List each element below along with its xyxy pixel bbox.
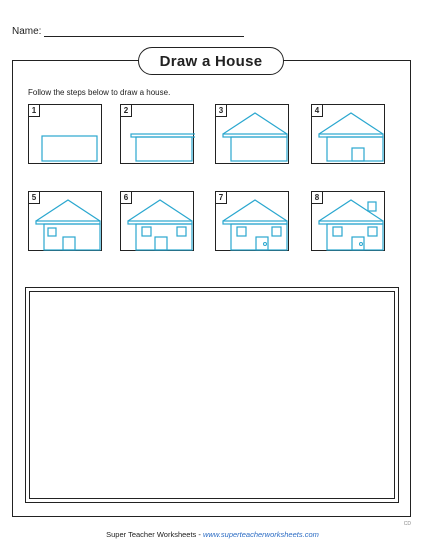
chimney [368, 202, 376, 211]
window [272, 227, 281, 236]
name-label: Name: [12, 26, 42, 37]
window [48, 228, 56, 236]
footer [0, 530, 425, 539]
roof [319, 113, 383, 134]
step-2 [120, 104, 194, 164]
house-body [231, 137, 287, 161]
name-field [12, 26, 244, 37]
instructions: Follow the steps below to draw a house. [28, 88, 171, 97]
drawing-area-inner[interactable] [29, 291, 395, 499]
step-2-drawing [121, 105, 195, 165]
window [368, 227, 377, 236]
step-number: 8 [312, 192, 323, 204]
step-number: 2 [121, 105, 132, 117]
step-number: 7 [216, 192, 227, 204]
step-3 [215, 104, 289, 164]
page-code: CD [403, 521, 411, 527]
window [177, 227, 186, 236]
page-title: Draw a House [138, 47, 284, 75]
roof [223, 200, 287, 221]
window [142, 227, 151, 236]
house-body [42, 136, 97, 161]
step-8-drawing [312, 192, 386, 252]
door [352, 148, 364, 161]
roof [128, 200, 192, 221]
door [63, 237, 75, 250]
step-7 [215, 191, 289, 251]
step-4-drawing [312, 105, 386, 165]
step-8 [311, 191, 385, 251]
house-body [136, 137, 192, 161]
footer-url[interactable]: www.superteacherworksheets.com [202, 530, 319, 539]
step-number: 4 [312, 105, 323, 117]
window [237, 227, 246, 236]
drawing-area[interactable] [25, 287, 399, 503]
footer-publisher: Super Teacher Worksheets - [106, 530, 203, 539]
step-1-drawing [29, 105, 103, 165]
roof [223, 113, 287, 134]
step-4 [311, 104, 385, 164]
step-5 [28, 191, 102, 251]
step-5-drawing [29, 192, 103, 252]
step-6 [120, 191, 194, 251]
window [333, 227, 342, 236]
roof [36, 200, 100, 221]
step-number: 3 [216, 105, 227, 117]
step-number: 1 [29, 105, 40, 117]
door [155, 237, 167, 250]
step-6-drawing [121, 192, 195, 252]
name-line[interactable] [44, 26, 244, 37]
house-body [327, 137, 383, 161]
step-3-drawing [216, 105, 290, 165]
step-1 [28, 104, 102, 164]
doorknob [264, 243, 267, 246]
step-number: 6 [121, 192, 132, 204]
doorknob [360, 243, 363, 246]
step-number: 5 [29, 192, 40, 204]
step-7-drawing [216, 192, 290, 252]
